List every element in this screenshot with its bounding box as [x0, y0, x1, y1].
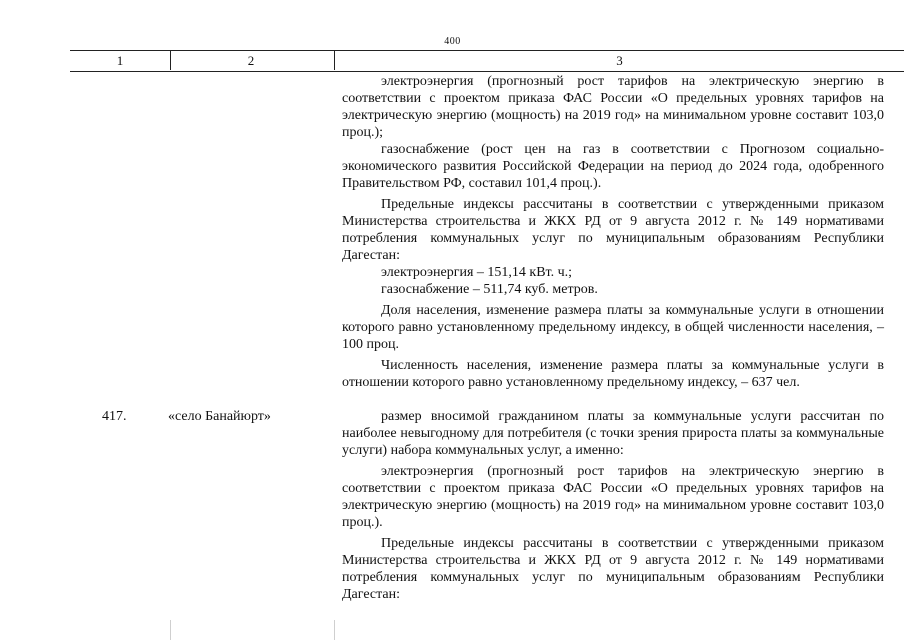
column-divider [334, 620, 335, 640]
paragraph: Численность населения, изменение размера платы за коммунальные услуги в отношении которого равно установленному предельному индексу, – 637 чел. [342, 358, 884, 390]
paragraph: Предельные индексы рассчитаны в соответствии с утвержденными приказом Министерства строительства и ЖКХ РД от 9 августа 2012 г. № 149 нормативами потребления коммунальных услуг по муниципальным образованиям Республики Дагестан: [342, 536, 884, 602]
row-number: 417. [102, 409, 127, 424]
column-divider [170, 620, 171, 640]
paragraph: газоснабжение (рост цен на газ в соответствии с Прогнозом социально-экономического развития Российской Федерации на период до 2024 года, одобренного Правительством РФ, составил 101,4 проц.). [342, 142, 884, 191]
column-divider [170, 50, 171, 70]
table-header [70, 50, 904, 72]
municipality-name: «село Банайюрт» [168, 409, 271, 424]
paragraph: газоснабжение – 511,74 куб. метров. [381, 282, 598, 297]
column-header-3: 3 [616, 53, 623, 68]
paragraph: электроэнергия (прогнозный рост тарифов на электрическую энергию в соответствии с проектом приказа ФАС России «О предельных уровнях тарифов на электрическую энергию (мощность) на 2019 год» на минимальном уровне составит 103,0 проц.). [342, 464, 884, 530]
column-divider [334, 50, 335, 70]
continued-text-block [342, 73, 884, 391]
paragraph: Доля населения, изменение размера платы за коммунальные услуги в отношении которого равно установленному предельному индексу, в общей численности населения, – 100 проц. [342, 303, 884, 352]
paragraph: электроэнергия (прогнозный рост тарифов на электрическую энергию в соответствии с проектом приказа ФАС России «О предельных уровнях тарифов на электрическую энергию (мощность) на 2019 год» на минимальном уровне составит 103,0 проц.); [342, 74, 884, 140]
column-header-1: 1 [116, 53, 124, 68]
paragraph: размер вносимой гражданином платы за коммунальные услуги рассчитан по наиболее невыгодному для потребителя (с точки зрения прироста платы за коммунальные услуги) набора коммунальных услуг, а именно: [342, 409, 884, 458]
column-header-2: 2 [247, 53, 255, 68]
row-text-block [342, 408, 884, 603]
paragraph: Предельные индексы рассчитаны в соответствии с утвержденными приказом Министерства строительства и ЖКХ РД от 9 августа 2012 г. № 149 нормативами потребления коммунальных услуг по муниципальным образованиям Республики Дагестан: [342, 197, 884, 263]
page-number: 400 [444, 36, 461, 47]
paragraph: электроэнергия – 151,14 кВт. ч.; [381, 265, 573, 280]
